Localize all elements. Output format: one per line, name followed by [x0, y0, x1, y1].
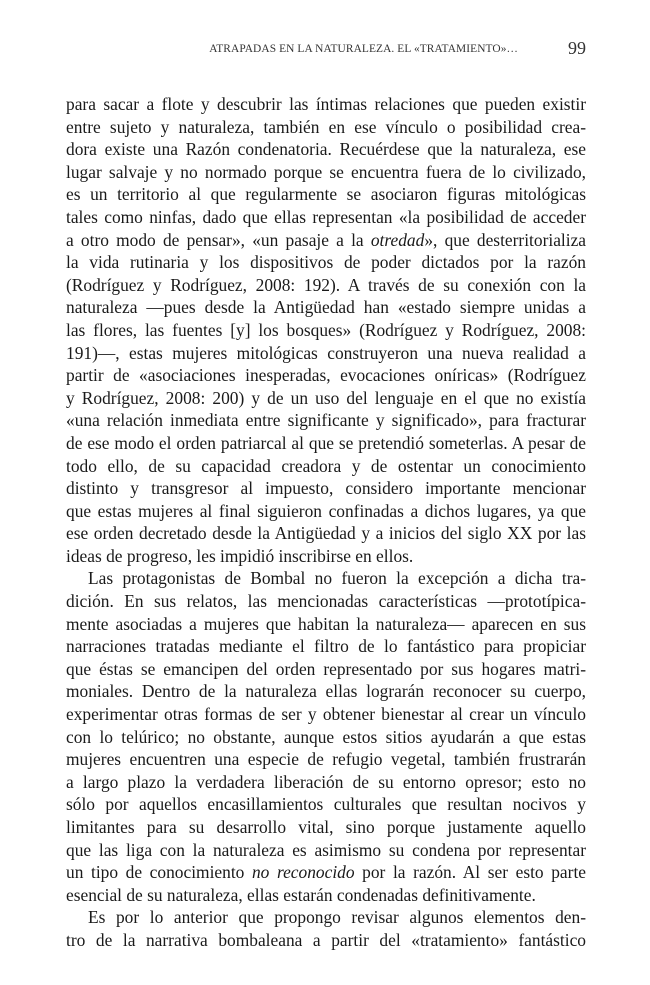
- text-span: las flores, las fuentes [y] los bosques» (Rodríguez y Rodríguez, 2008:: [66, 319, 586, 340]
- text-span: Es por lo anterior que propongo revisar algunos elementos den-: [88, 907, 586, 928]
- text-line: [66, 522, 586, 545]
- text-line: [66, 296, 586, 319]
- text-line: [66, 206, 586, 229]
- text-span: ideas de progreso, les impidió inscribirse en ellos.: [66, 545, 414, 566]
- text-line: [66, 590, 586, 613]
- page-number: 99: [568, 38, 586, 58]
- text-span: que las liga con la naturaleza es asimismo su condena por representar: [66, 839, 586, 860]
- text-span: todo ello, de su capacidad creadora y de ostentar un conocimiento: [66, 455, 586, 476]
- text-line: [66, 455, 586, 478]
- text-span: que éstas se emancipen del orden representado por sus hogares matri-: [66, 658, 586, 679]
- text-span: con lo telúrico; no obstante, aunque estos sitios ayudarán a que estas: [66, 726, 586, 747]
- text-span: que estas mujeres al final siguieron confinadas a dichos lugares, ya que: [66, 500, 586, 521]
- text-span: es un territorio al que regularmente se asociaron figuras mitológicas: [66, 184, 586, 205]
- text-line: [66, 432, 586, 455]
- text-line: [66, 251, 586, 274]
- text-line: [66, 748, 586, 771]
- body-text: [66, 93, 586, 952]
- text-span: moniales. Dentro de la naturaleza ellas lograrán reconocer su cuerpo,: [66, 681, 586, 702]
- text-line: [66, 93, 586, 116]
- text-line: [66, 567, 586, 590]
- text-line: [66, 703, 586, 726]
- text-span: «una relación inmediata entre significante y significado», para fracturar: [66, 410, 586, 431]
- text-line: [66, 861, 586, 884]
- text-span: dora existe una Razón condenatoria. Recuérdese que la naturaleza, ese: [66, 139, 586, 160]
- italic-text: no reconocido: [251, 862, 355, 883]
- text-span: », que desterritorializa: [424, 229, 587, 250]
- text-span: partir de «asociaciones inesperadas, evocaciones oníricas» (Rodríguez: [66, 365, 586, 386]
- running-title: ATRAPADAS EN LA NATURALEZA. EL «TRATAMIENTO»…: [209, 43, 518, 55]
- text-span: experimentar otras formas de ser y obtener bienestar al crear un vínculo: [66, 704, 586, 725]
- text-span: dición. En sus relatos, las mencionadas características —prototípica-: [66, 591, 586, 612]
- text-line: [66, 274, 586, 297]
- text-line: [66, 138, 586, 161]
- text-span: por la razón. Al ser esto parte: [354, 862, 586, 883]
- text-line: [66, 658, 586, 681]
- text-line: [66, 726, 586, 749]
- text-span: a otro modo de pensar», «un pasaje a la: [66, 229, 371, 250]
- text-span: tales como ninfas, dado que ellas representan «la posibilidad de acceder: [66, 206, 586, 227]
- text-line: [66, 793, 586, 816]
- text-span: entre sujeto y naturaleza, también en ese vínculo o posibilidad crea-: [66, 116, 586, 137]
- text-line: [66, 229, 586, 252]
- text-line: [66, 477, 586, 500]
- text-span: a largo plazo la verdadera liberación de su entorno opresor; esto no: [66, 771, 586, 792]
- text-line: [66, 613, 586, 636]
- text-line: [66, 183, 586, 206]
- text-span: (Rodríguez y Rodríguez, 2008: 192). A través de su conexión con la: [66, 274, 586, 295]
- text-span: limitantes para su desarrollo vital, sino porque justamente aquello: [66, 817, 586, 837]
- text-span: tro de la narrativa bombaleana a partir del «tratamiento» fantástico: [66, 929, 586, 950]
- text-line: [66, 545, 586, 568]
- text-line: [66, 816, 586, 839]
- text-span: mente asociadas a mujeres que habitan la naturaleza— aparecen en sus: [66, 613, 586, 634]
- text-span: esencial de su naturaleza, ellas estarán condenadas definitivamente.: [66, 884, 536, 905]
- text-line: [66, 929, 586, 952]
- running-header: [0, 38, 650, 62]
- text-line: [66, 319, 586, 342]
- text-line: [66, 161, 586, 184]
- text-span: lugar salvaje y no normado porque se encuentra fuera de lo civilizado,: [66, 161, 586, 182]
- text-line: [66, 839, 586, 862]
- text-span: de ese modo el orden patriarcal al que se pretendió someterlas. A pesar de: [66, 432, 586, 453]
- text-span: distinto y transgresor al impuesto, considero importante mencionar: [66, 478, 586, 499]
- italic-text: otredad: [370, 229, 425, 250]
- text-line: [66, 342, 586, 365]
- text-span: y Rodríguez, 2008: 200) y de un uso del lenguaje en el que no existía: [66, 387, 586, 408]
- text-line: [66, 116, 586, 139]
- text-span: narraciones tratadas mediante el filtro de lo fantástico para propiciar: [66, 636, 586, 657]
- text-line: [66, 906, 586, 929]
- text-span: 191)—, estas mujeres mitológicas construyeron una nueva realidad a: [66, 342, 586, 363]
- text-span: la vida rutinaria y los dispositivos de poder dictados por la razón: [66, 252, 586, 273]
- text-line: [66, 884, 586, 907]
- text-line: [66, 387, 586, 410]
- text-line: [66, 635, 586, 658]
- text-line: [66, 680, 586, 703]
- text-span: ese orden decretado desde la Antigüedad y a inicios del siglo XX por las: [66, 523, 586, 544]
- text-span: Las protagonistas de Bombal no fueron la excepción a dicha tra-: [88, 568, 586, 589]
- text-line: [66, 409, 586, 432]
- text-line: [66, 364, 586, 387]
- text-span: sólo por aquellos encasillamientos culturales que resultan nocivos y: [66, 794, 586, 815]
- text-span: mujeres encuentren una especie de refugio vegetal, también frustrarán: [66, 749, 586, 770]
- text-line: [66, 771, 586, 794]
- text-line: [66, 500, 586, 523]
- text-span: naturaleza —pues desde la Antigüedad han «estado siempre unidas a: [66, 297, 586, 318]
- text-span: para sacar a flote y descubrir las íntimas relaciones que pueden existir: [66, 94, 586, 114]
- text-span: un tipo de conocimiento: [66, 862, 252, 883]
